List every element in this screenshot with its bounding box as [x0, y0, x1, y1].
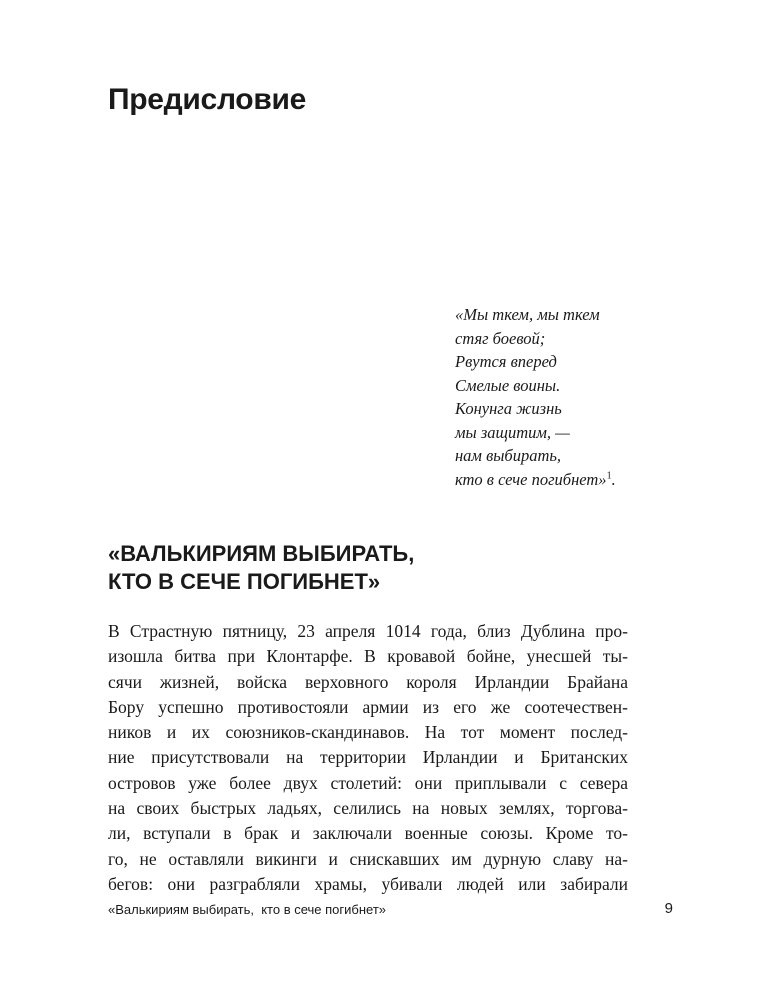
body-line: сячи жизней, войска верховного короля Ирландии Брайана [108, 671, 628, 692]
body-line: изошла битва при Клонтарфе. В кровавой бойне, унесшей ты- [108, 646, 628, 667]
body-line: В Страстную пятницу, 23 апреля 1014 года, близ Дублина про- [108, 621, 628, 641]
epigraph-line: мы защитим, — [455, 422, 570, 442]
page-number: 9 [664, 900, 673, 917]
body-line: на своих быстрых ладьях, селились на новых землях, торгова- [108, 798, 628, 819]
epigraph-line: Конунга жизнь [455, 399, 562, 418]
epigraph-line-text: кто в сече погибнет» [455, 469, 607, 489]
footnote-reference[interactable]: 1 [606, 470, 612, 481]
chapter-title: Предисловие [108, 83, 306, 116]
running-footer: «Валькириям выбирать, кто в сече погибнет» [108, 902, 387, 917]
body-line: бегов: они разграбляли храмы, убивали людей или забирали [108, 873, 628, 894]
section-heading-line: «ВАЛЬКИРИЯМ ВЫБИРАТЬ, [108, 541, 415, 566]
body-line: ников и их союзников-скандинавов. На тот момент послед- [108, 722, 628, 743]
epigraph-line: нам выбирать, [455, 446, 562, 465]
epigraph-line: Смелые воины. [455, 375, 561, 395]
body-line: ние присутствовали на территории Ирландии и Британских [108, 747, 628, 768]
section-heading-line: КТО В СЕЧЕ ПОГИБНЕТ» [108, 569, 381, 594]
epigraph-line: стяг боевой; [455, 328, 546, 348]
epigraph-end-punctuation: . [611, 469, 616, 489]
epigraph-last-line [455, 468, 616, 492]
body-line: островов уже более двух столетий: они приплывали с севера [108, 772, 628, 793]
body-line: ли, вступали в брак и заключали военные союзы. Кроме то- [108, 823, 628, 844]
body-paragraph [108, 619, 628, 897]
epigraph [455, 303, 616, 491]
epigraph-line: Рвутся вперед [455, 352, 557, 371]
epigraph-line: «Мы ткем, мы ткем [455, 305, 600, 324]
section-heading [108, 540, 414, 596]
body-line: Бору успешно противостояли армии из его же соотечествен- [108, 696, 628, 717]
body-line: го, не оставляли викинги и снискавших им дурную славу на- [108, 848, 628, 869]
